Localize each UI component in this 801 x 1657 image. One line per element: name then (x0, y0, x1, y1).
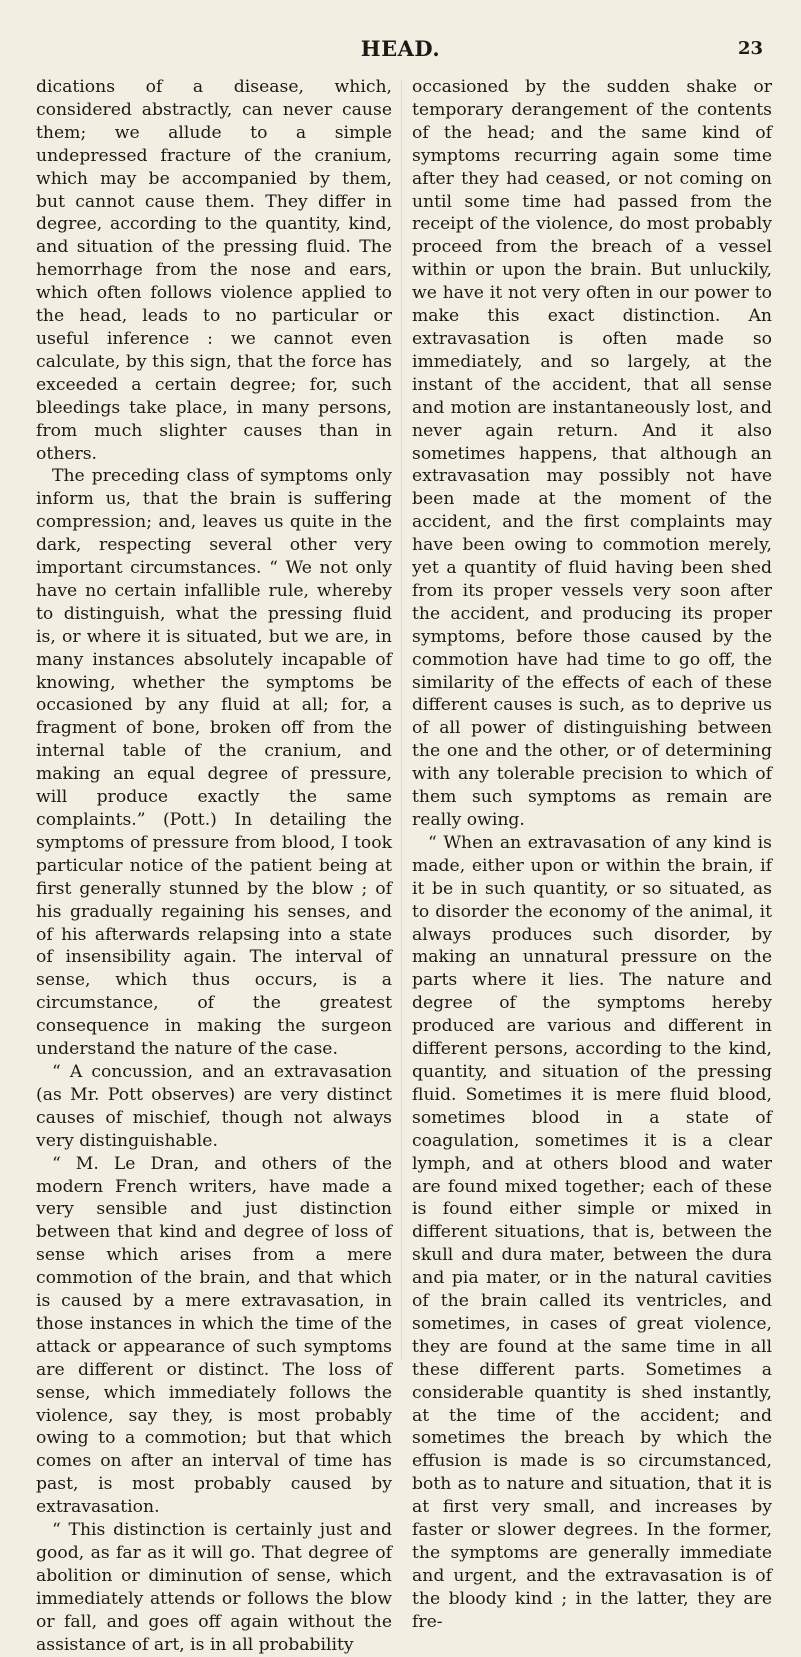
paragraph: occasioned by the sudden shake or temporary derangement of the contents of the head; and the same kind of symptoms recurring again some time after they had ceased, or not coming on until some time had passed from the receipt of the violence, do most probably proceed from the breach of a vessel within or upon the brain. But unluckily, we have it not very often in our power to make this exact distinction. An extravasation is often made so immediately, and so largely, at the instant of the accident, that all sense and motion are instantaneously lost, and never again return. And it also sometimes happens, that although an extravasation may possibly not have been made at the moment of the accident, and the first complaints may have been owing to commotion merely, yet a quantity of fluid having been shed from its proper vessels very soon after the accident, and producing its proper symptoms, before those caused by the commotion have had time to go off, the similarity of the effects of each of these different causes is such, as to deprive us of all power of distinguishing between the one and the other, or of determining with any tolerable precision to which of them such symptoms as remain are really owing. (412, 77, 772, 830)
paragraph: The preceding class of symptoms only inform us, that the brain is suffering compression; and, leaves us quite in the dark, respecting several other very important circumstances. “ We not only have no certain infallible rule, whereby to distinguish, what the pressing fluid is, or where it is situated, but we are, in many instances absolutely incapable of knowing, whether the symptoms be occasioned by any fluid at all; for, a fragment of bone, broken off from the internal table of the cranium, and making an equal degree of pressure, will produce exactly the same complaints.” (Pott.) In detailing the symptoms of pressure from blood, I took particular notice of the patient being at first generally stunned by the blow ; of his gradually regaining his senses, and of his afterwards relapsing into a state of insensibility again. The interval of sense, which thus occurs, is a circumstance, of the greatest consequence in making the surgeon understand the nature of the case. (36, 466, 392, 1060)
paragraph: “ When an extravasation of any kind is made, either upon or within the brain, if it be in such quantity, or so situated, as to disorder the economy of the animal, it always produces such disorder, by making an unnatural pressure on the parts where it lies. The nature and degree of the symptoms hereby produced are various and different in different persons, according to the kind, quantity, and situation of the pressing fluid. Sometimes it is mere fluid blood, sometimes blood in a state of coagulation, sometimes it is a clear lymph, and at others blood and water are found mixed together; each of these is found either simple or mixed in different situations, that is, between the skull and dura mater, between the dura and pia mater, or in the natural cavities of the brain called its ventricles, and sometimes, in cases of great violence, they are found at the same time in all these different parts. Sometimes a considerable quantity is shed instantly, at the time of the accident; and sometimes the breach by which the effusion is made is so circumstanced, both as to nature and situation, that it is at first very small, and increases by faster or slower degrees. In the former, the symptoms are generally immediate and urgent, and the extravasation is of the bloody kind ; in the latter, they are fre- (412, 832, 772, 1632)
right-column (412, 76, 772, 1634)
paragraph: “ This distinction is certainly just and good, as far as it will go. That degree of abolition or diminution of sense, which immediately attends or follows the blow or fall, and goes off again without the assistance of art, is in all probability (36, 1520, 392, 1655)
running-title: HEAD. (360, 36, 441, 61)
left-column (36, 76, 392, 1657)
column-gutter (401, 80, 402, 1360)
page-number: 23 (737, 38, 763, 59)
page-header (0, 36, 801, 66)
paragraph: “ M. Le Dran, and others of the modern French writers, have made a very sensible and just distinction between that kind and degree of loss of sense which arises from a mere commotion of the brain, and that which is caused by a mere extravasation, in those instances in which the time of the attack or appearance of such symptoms are different or distinct. The loss of sense, which immediately follows the violence, say they, is most probably owing to a commotion; but that which comes on after an interval of time has past, is most probably caused by extravasation. (36, 1153, 392, 1518)
paragraph: dications of a disease, which, considered abstractly, can never cause them; we allude to a simple undepressed fracture of the cranium, which may be accompanied by them, but cannot cause them. They differ in degree, according to the quantity, kind, and situation of the pressing fluid. The hemorrhage from the nose and ears, which often follows violence applied to the head, leads to no particular or useful inference : we cannot even calculate, by this sign, that the force has exceeded a certain degree; for, such bleedings take place, in many persons, from much slighter causes than in others. (36, 77, 392, 464)
paragraph: “ A concussion, and an extravasation (as Mr. Pott observes) are very distinct causes of mischief, though not always very distinguishable. (36, 1061, 392, 1151)
